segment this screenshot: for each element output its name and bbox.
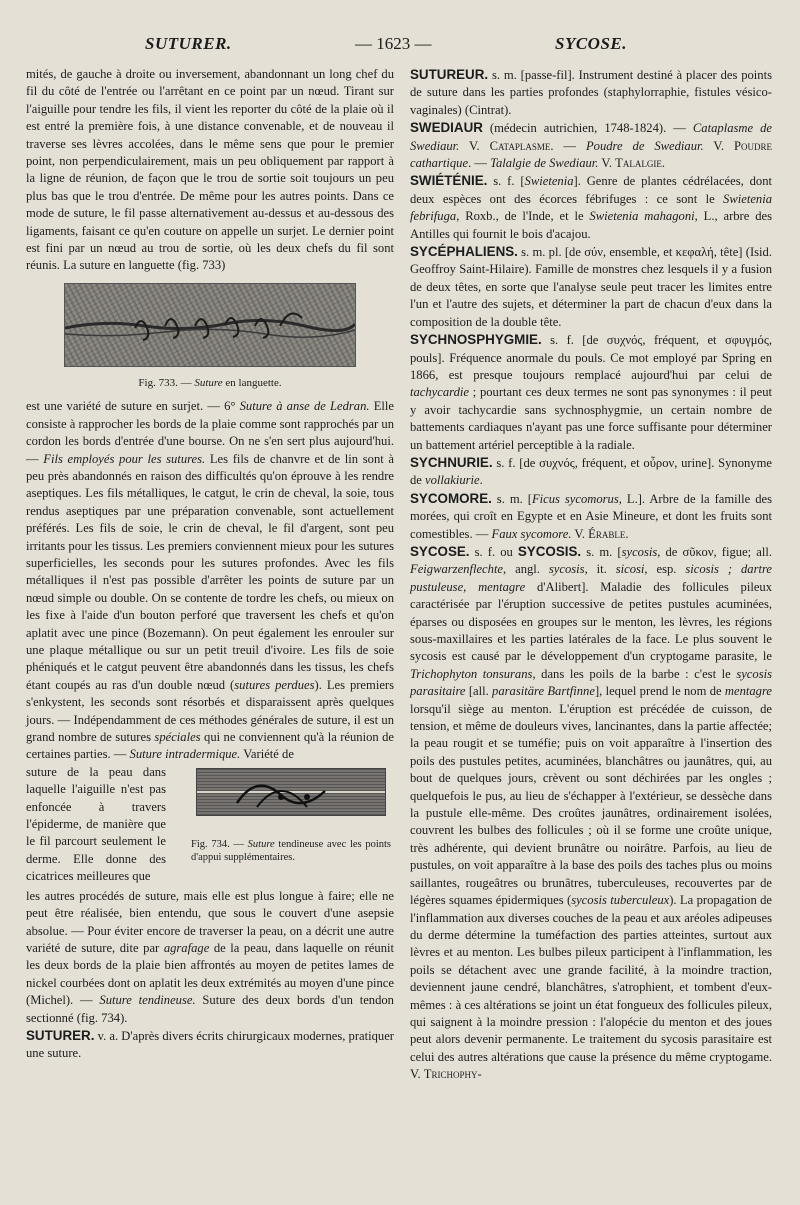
text-run: , L., arbre des Antilles qui fournit le bois d'acajou. <box>410 209 772 241</box>
definition: v. a. D'après divers écrits chirurgicaux modernes, pratiquer une suture. <box>26 1029 394 1061</box>
text-run-italic: Swietenia febrifuga <box>410 191 772 224</box>
definition: s. m. [passe-fil]. Instrument destiné à placer des points de suture dans les parties profondes (staphylorraphie, fistules vésico-vaginales) (Cintrat). <box>410 68 772 117</box>
caption-prefix: Fig. 733. — <box>138 376 192 389</box>
text-run: s. f. [de συχνός, fréquent, et οὖρον, urine]. Synonyme de <box>410 455 772 488</box>
headword: SYCOSE. <box>410 543 470 559</box>
text-run-italic: spéciales <box>154 730 201 744</box>
text-run-italic: cathartique <box>410 156 469 171</box>
caption-italic: Suture <box>194 376 223 389</box>
text-run-italic: Cataplasme de Swediaur. <box>410 121 772 153</box>
entry-sychnosphygmie <box>410 331 772 454</box>
text-run: . <box>625 526 629 541</box>
headword: SWEDIAUR <box>410 120 483 136</box>
text-run-italic: Trichophyton tonsurans <box>410 666 533 681</box>
text-run-italic: Suture tendineuse. <box>99 993 196 1008</box>
text-run: , Roxb., de l'Inde, et le <box>456 209 590 224</box>
entry-sycephaliens <box>410 243 772 331</box>
text-run: , L.]. Arbre de la famille des morées, qui croît en Egypte et en Asie Mineure, et dont les fruits sont comestibles. — <box>410 491 773 541</box>
text-run: (médecin autrichien, 1748-1824). — <box>482 121 693 136</box>
text-run: s. f. [ <box>487 174 525 189</box>
figure-733 <box>26 283 394 392</box>
text-run: de la peau, dans laquelle on réunit les deux bords de la plaie bien affrontés au moyen de petites lames de nickel courbées dont on aplatit les deux extrémités au moyen d'une pince (Michel). — <box>26 941 394 1008</box>
entry-swediaur <box>410 119 772 172</box>
cross-reference: Trichophy- <box>423 1067 482 1082</box>
text-run-italic: sycosis parasitaire <box>410 666 772 699</box>
entry-sychnurie <box>410 454 772 490</box>
cross-reference: Érable <box>588 526 626 541</box>
text-run: , angl. <box>503 562 549 577</box>
text-run: s. f. [de συχνός, fréquent, et σφυγμός, pouls]. Fréquence anormale du pouls. Ce mot employé par Spring en 1866, est presque toujours remplacé aujourd'hui par celui de <box>410 333 772 382</box>
right-column <box>410 66 772 1084</box>
text-run: V. <box>459 138 490 153</box>
text-run: Variété de <box>240 747 294 762</box>
caption-rest: tendineuse avec les points d'appui supplémentaires. <box>191 838 392 863</box>
text-run-italic: Swietenia mahagoni <box>589 209 695 224</box>
text-run-italic: Talalgie de Swediaur. <box>490 156 599 171</box>
cross-reference: Poudre <box>733 138 772 153</box>
headword: SYCOSIS. <box>517 543 582 559</box>
cross-reference: Talalgie <box>615 156 662 171</box>
text-run-italic: sycosis <box>621 544 658 559</box>
text-run: ; pourtant ces deux termes ne sont pas synonymes : il peut y avoir tachycardie sans sychnosphygmie, un certain nombre de battements cardiaques n'ayant pas une force suffisante pour déterminer un battement artériel perceptible à la radiale. <box>410 385 772 452</box>
page-number: — 1623 — <box>355 34 432 53</box>
headword: SUTURER. <box>26 1028 95 1044</box>
headword: SYCHNOSPHYGMIE. <box>410 332 542 348</box>
text-run-italic: Suture intradermique. <box>129 747 241 762</box>
running-head <box>0 34 800 58</box>
headword: SWIÉTÉNIE. <box>410 173 488 189</box>
running-head-left: SUTURER. <box>145 34 232 53</box>
text-run: qui ne conviennent qu'à la réunion de certaines parties. — <box>26 730 394 762</box>
entry-sycomore <box>410 490 772 543</box>
text-run: [all. <box>465 684 493 699</box>
text-run: , esp. <box>644 562 686 577</box>
definition: s. m. pl. [de σύν, ensemble, et κεφαλή, tête] (Isid. Geoffroy Saint-Hilaire). Famille de monstres chez lesquels il y a fusion de deux têtes, en sorte que l'analyse seule peut tracer les limites entre l'un et l'autre des sujets, et déterminer la part de chacun d'eux dans la composition de la double tête. <box>410 245 772 329</box>
text-run: s. m. [ <box>581 544 622 559</box>
headword: SUTUREUR. <box>410 67 489 82</box>
text-run: . <box>479 473 483 488</box>
text-run-italic: Fils employés pour les sutures. <box>43 451 206 466</box>
agrafage-paragraph <box>26 888 394 1027</box>
text-run: d'Alibert]. Maladie des follicules pileux caractérisée par l'éruption successive de petites pustules acuminées, éparses ou disposées en groupes sur le menton, les lèvres, les régions sous-maxillaires et les parties latérales de la face. Le plus souvent le sycosis est causé par le développement d'un cryptogame parasite, le <box>410 579 773 664</box>
cross-reference: Cataplasme <box>489 138 551 153</box>
text-run: . <box>661 156 665 171</box>
entry-sycose <box>410 543 772 1084</box>
text-run: lorsqu'il siège au menton. L'éruption est précédée de cuisson, de tension, et même de douleurs vives, lancinantes, dans la partie affectée; la peau rougit et se tuméfie; puis on voit apparaître à l'insertion des poils des pustules petites, acuminées, blanchâtres ou jaunâtres, qui, au bout de quelques jours, crèvent ou sont déchirées par les ongles ; quelquefois le pus, au lieu de s'échapper à l'extérieur, se dessèche dans la pustule elle-même. Des croûtes jaunâtres, ordinairement isolées, couvrent les bulbes des follicules ; où il se forme une croûte unique, très adhérente, qui devient brunâtre ou noirâtre. Parfois, au lieu de pustules, on voit apparaître à la base des poils des taches plus ou moins saillantes, rougeâtres ou brunâtres, tuberculeuses, recouvertes par de légères squames épidermiques ( <box>410 701 772 908</box>
sutures-paragraph <box>26 398 394 764</box>
suture-tendineuse-illustration <box>196 768 386 816</box>
text-run: , de σῦκον, figue; all. <box>657 544 772 559</box>
text-run-italic: Swietenia <box>524 174 574 189</box>
suture-languette-illustration <box>64 283 356 367</box>
text-run: Suture des deux bords d'un tendon sectionné (fig. 734). <box>26 993 394 1025</box>
text-run-italic: parasitäre Bartfinne <box>492 684 595 699</box>
text-run: ]. Genre de plantes cédrélacées, dont deux espèces ont des écorces fébrifuges : ce sont le <box>410 174 773 206</box>
text-run-italic: sicosi <box>615 562 645 577</box>
text-run: V. <box>703 138 734 153</box>
text-run-italic: Poudre de Swediaur. <box>585 138 704 153</box>
text-run: . — <box>468 156 491 171</box>
text-run: les autres procédés de suture, mais elle est plus longue à faire; elle ne peut être réalisée, bien entendu, que sous le couvert d'une asepsie absolue. — Pour éviter encore de traverser la peau, on a décrit une autre variété de suture, dite par <box>26 888 394 956</box>
text-run-italic: Faux sycomore. <box>491 526 572 541</box>
running-head-right: SYCOSE. <box>555 34 627 53</box>
text-run-italic: sicosis ; dartre pustuleuse, mentagre <box>410 562 772 594</box>
text-run-italic: Feigwarzenflechte <box>410 562 504 577</box>
text-run-italic: vollakiurie <box>425 473 480 488</box>
figure-734-caption <box>191 838 391 864</box>
text-run: V. <box>598 156 616 171</box>
intradermique-side-text: suture de la peau dans laquelle l'aiguille n'est pas enfoncée à travers l'épiderme, de manière que le fil parcourt seulement le derme. Elle donne des cicatrices meilleures que <box>26 764 166 884</box>
text-run: est une variété de suture en surjet. — 6° <box>26 399 240 414</box>
text-run-italic: Suture à anse de Ledran. <box>239 399 370 414</box>
figure-734 <box>26 764 394 888</box>
text-run: s. m. [ <box>491 491 532 506</box>
headword: SYCHNURIE. <box>410 454 493 470</box>
figure-733-caption <box>26 375 394 392</box>
text-run-italic: sycosis tuberculeux <box>571 893 670 908</box>
caption-prefix: Fig. 734. — <box>191 838 244 850</box>
text-run: V. <box>571 526 589 541</box>
left-column <box>26 66 394 1063</box>
entry-sutureur <box>410 66 772 119</box>
headword: SYCÉPHALIENS. <box>410 244 518 260</box>
caption-rest: en languette. <box>225 376 282 389</box>
text-run: . — <box>550 138 586 153</box>
text-run: ). Les premiers s'enkystent, les seconds sont résorbés et disparaissent après quelques jours. — Indépendamment de ces méthodes générales de suture, il est un grand nombre de sutures <box>26 677 395 744</box>
text-run: Les fils de chanvre et de lin sont à peu près abandonnés en raison des difficultés qu'on éprouve à les rendre aseptiques. Les fils métalliques, le catgut, le crin de cheval, la soie, tous rendus aseptiques par une préparation convenable, sont actuellement préférés. Les fils de soie, le crin de cheval, le fil d'argent, sont peu irritants pour les tissus. Les premiers conviennent mieux pour les sutures superficielles, les seconds pour les sutures profondes. Avec les fils métalliques il n'est pas possible d'arrêter les points de suture par un nœud simple ou double. On se contente de tordre les chefs, ou mieux on les fixe à l'aide d'un bouton perforé que traversent les chefs et qu'on aplatit avec une pince (Bozemann). On peut également les enrouler sur une plaque métallique ou sur un petit treuil d'ivoire. Les fils de soie phéniqués et le catgut peuvent être abandonnés dans les tissus, les chefs étant coupés au ras d'un double nœud ( <box>26 451 394 692</box>
text-run: , it. <box>584 562 616 577</box>
text-run: s. f. ou <box>469 544 518 559</box>
text-run-italic: sycosis <box>548 562 585 577</box>
entry-suturer <box>26 1027 394 1063</box>
text-run: Elle consiste à rapprocher les bords de la plaie comme sont rapprochés par un cordon les bords d'entrée d'une bourse. On ne s'en sert plus aujourd'hui. — <box>26 399 395 466</box>
text-run-italic: mentagre <box>724 684 772 699</box>
text-run-italic: sutures perdues <box>234 677 315 692</box>
text-run-italic: tachycardie <box>410 385 469 400</box>
suture-continuation-paragraph: mités, de gauche à droite ou inversement, abandonnant un long chef du fil du côté de l'entrée ou l'arrêtant en ce point par un nœud. Tirant sur l'aiguille pour tendre les fils, il vient les reporter du côté de la plaie où il est entré la première fois, à une distance convenable, et de nouveau il traverse ses lèvres accolées, dans le même sens que pour le premier point, non perpendiculairement, mais un peu obliquement par rapport à la ligne de réunion, de façon que le trou de sortie soit toujours un peu plus bas que le trou d'entrée. De même pour les autres points. Dans ce mode de suture, le fil passe alternativement au-dessus et au-dessous des ligaments, faisant ce qu'en couture on appelle un surjet. Le dernier point est fini par un nœud au trou de sortie, où les deux chefs du fil sont réunis. La suture en languette (fig. 733) <box>26 67 394 273</box>
caption-italic: Suture <box>247 838 275 850</box>
text-run-italic: agrafage <box>163 941 210 956</box>
text-run: , dans les poils de la barbe : c'est le <box>532 666 737 681</box>
entry-swietenie <box>410 172 772 243</box>
headword: SYCOMORE. <box>410 490 492 506</box>
text-run: ], lequel prend le nom de <box>594 684 725 699</box>
text-run-italic: Ficus sycomorus <box>531 491 619 506</box>
text-run: ). La propagation de l'inflammation aux diverses couches de la peau et aux aréoles adipeuses du derme détermine la tuméfaction des parties atteintes, surtout aux lèvres et au menton. Les bulbes pileux participent à l'inflammation, les poils se détachent avec une grande facilité, à la moindre traction, deviennent jaune cendré, blanchâtres, s'atrophient, et tombent d'eux-mêmes : à ces altérations se joint un état fongueux des follicules pileux, qui saignent à la moindre pression : l'alopécie du menton et des joues peut alors devenir permanente. Le traitement du sycosis parasitaire est celui des autres altérations que cause la présence du même cryptogame. V. <box>410 893 772 1082</box>
